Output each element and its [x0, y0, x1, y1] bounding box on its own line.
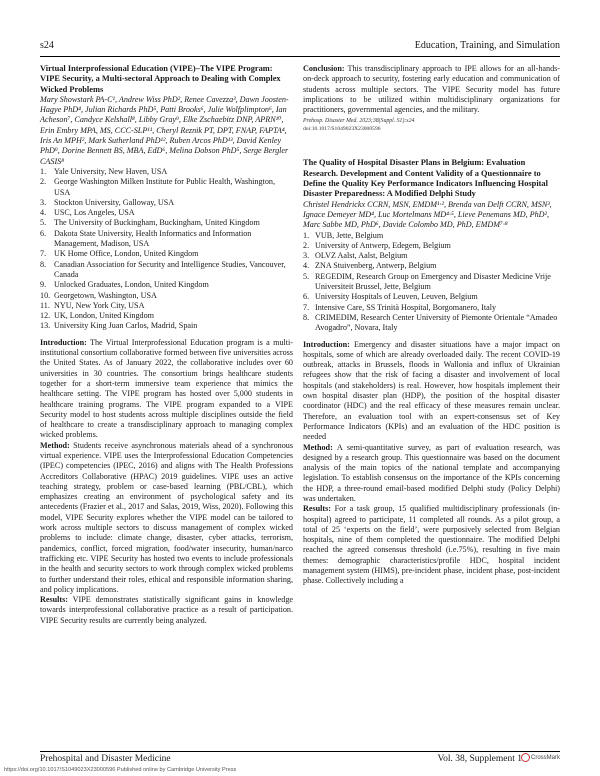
article1-doi[interactable]: doi:10.1017/S1049023X23000596: [303, 126, 381, 133]
affiliation-item: 13. University King Juan Carlos, Madrid, Spain: [40, 321, 198, 331]
article2-affiliations: [303, 231, 560, 334]
article1-authors: Mary Showstark PA-C¹, Andrew Wiss PhD², Renee Cavezza³, Dawn Joosten-Hagye PhD⁴, Julian Richards PhD⁵, Patti Brooks⁶, Julie Wolfplimpton⁶, Ian Acheson⁷, Candyce Kelshall⁸, Libby Gray⁹, Elke Zschaebitz DNP, APRN¹⁰, Erin Embry MPA, MS, CCC-SLP¹¹, Cheryl Reznik PT, DPT, FNAP, FAPTA⁴, Iris An MPH², Mark Sutherland PhD¹², Ruben Arcos PhD¹³, David Kenley PhD⁹, Dorine Bennett BS, MBA, EdD⁶, Melina Dobson PhD⁵, Serge Bergler CASIS⁸: [40, 94, 289, 166]
crossmark-icon: [521, 753, 530, 762]
article1-introduction: Introduction: The Virtual Interprofessional Education program is a multi-institutional consortium collaborative formed between five universities across the United States. As of January 2022, the collaborative includes over 60 universities in 30 countries. The consortium brings healthcare students together for a short-term immersive team experience that mimics the healthcare setting. The VIPE program has hosted over 5,000 students in healthcare training programs. The VIPE program expanded to a VIPE Security model to host students across multiple disciplines outside the field of healthcare to create a transdisciplinary approach to managing complex wicked problems.: [40, 337, 293, 440]
article1-method: Method: Students receive asynchronous materials ahead of a synchronous virtual experience. VIPE uses the Interprofessional Education Competencies (IPEC) competencies (IPEC, 2016) and aligns with The Health Professions Accreditors Collaborative (HPAC) 2019 guidelines. VIPE uses an active teaching strategy, problem or case-based learning (PBL/CBL), which emphasizes creating an environment of psychological safety and its antecedents (Frazier et al., 2017 and Salas, 2019, Wiss, 2020). Following this model, VIPE Security explores whether the VIPE model can be tailored to work across multiple sectors to discuss management of complex wicked problems to include: climate change, disaster, cyber attacks, terrorism, pandemics, conflict, forced migration, food/water insecurity, human/narco trafficking etc. VIPE Security has hosted two events to include professionals in the health and security sectors to work through complex wicked problems to further understand their roles, ethical and responsible information sharing, and policy implications.: [40, 440, 293, 594]
affiliation-item: 7. Intensive Care, SS Trinità Hospital, Borgomanero, Italy: [303, 302, 497, 312]
header-rule: [40, 56, 560, 57]
article2-results: Results: For a task group, 15 qualified multidisciplinary professionals (in-hospital) agreed to participate, 11 completed all rounds. As a pilot group, a total of 25 ‘experts on the field’, were purposively selected from Belgian hospitals, nine of them completed the questionnaire. The modified Delphi reached the agreed consensus threshold (i.e.75%), resulting in five main themes: demographic characteristics/profile HDC, hospital incident management system (HIMS), pre-incident phase, incident phase, post-incident phase. Collectively including a: [303, 504, 560, 586]
article2-introduction: Introduction: Emergency and disaster situations have a major impact on hospitals, some of which are already overloaded daily. The recent COVID-19 outbreak, attacks in Brussels, floods in Wallonia and influx of Ukrainian refugees show that the risk of facing a disaster and involvement of local hospitals (and stakeholders) is real. However, how hospitals implement their own hospital disaster plan (HDP), the position of the hospital disaster coordinator (HDC) and the real efficacy of these measures remain unclear. Therefore, an evaluation tool with an expert-consensus set of Key Performance Indicators (KPIs) and an evaluation of the HDC position is needed: [303, 339, 560, 442]
affiliation-item: 7. UK Home Office, London, United Kingdom: [40, 249, 199, 259]
article1-conclusion: Conclusion: This transdisciplinary approach to IPE allows for an all-hands-on-deck approach to security, fostering early education and communication of students across multiple sectors. The VIPE Security model has future implications to be utilized within multidisciplinary organizations for practitioners, governmental agencies, and the military.: [303, 64, 560, 115]
affiliation-item: 6. Dakota State University, Health Informatics and Information Management, Madison, USA: [40, 228, 252, 249]
affiliation-item: 1. VUB, Jette, Belgium: [303, 230, 384, 240]
affiliation-item: 11. NYU, New York City, USA: [40, 300, 145, 310]
affiliation-item: 4. USC, Los Angeles, USA: [40, 208, 135, 218]
affiliation-item: 12. UK, London, United Kingdom: [40, 311, 154, 321]
crossmark-badge[interactable]: CrossMark: [521, 753, 560, 763]
footer-journal-name: Prehospital and Disaster Medicine: [40, 754, 171, 764]
affiliation-item: 9. Unlocked Graduates, London, United Kingdom: [40, 280, 209, 290]
running-header: [40, 40, 560, 54]
affiliation-item: 3. Stockton University, Galloway, USA: [40, 197, 175, 207]
affiliation-item: 1. Yale University, New Haven, USA: [40, 166, 168, 176]
affiliation-item: 2. George Washington Milken Institute for Public Health, Washington, USA: [40, 177, 275, 197]
page-number: s24: [40, 40, 54, 51]
article2-title: The Quality of Hospital Disaster Plans in Belgium: Evaluation Research. Development and Content Validity of a Questionnaire to Define the Quality Key Performance Indicators Influencing Hospital Disaster Preparedness: A Modified Delphi Study: [303, 158, 548, 199]
footer-volume: Vol. 38, Supplement 1: [437, 754, 522, 764]
affiliation-item: 5. The University of Buckingham, Buckingham, United Kingdom: [40, 218, 260, 228]
article1-results: Results: VIPE demonstrates statistically significant gains in knowledge towards interprofessional collaborative practice as a result of participation. VIPE Security results are currently being analyzed.: [40, 595, 293, 625]
affiliation-item: 4. ZNA Stuivenberg, Antwerp, Belgium: [303, 261, 437, 271]
journal-section-title: Education, Training, and Simulation: [414, 40, 560, 51]
footer-rule: [40, 751, 560, 752]
article1-citation: Prehosp. Disaster Med. 2023;38(Suppl. S1):s24: [303, 118, 415, 125]
page-footer: [40, 754, 560, 766]
bottom-doi-link[interactable]: https://doi.org/10.1017/S1049023X23000596 Published online by Cambridge University Press: [4, 767, 237, 773]
affiliation-item: 8. Canadian Association for Security and Intelligence Studies, Vancouver, Canada: [40, 259, 286, 279]
affiliation-item: 3. OLVZ Aalst, Aalst, Belgium: [303, 251, 408, 261]
affiliation-item: 6. University Hospitals of Leuven, Leuven, Belgium: [303, 292, 478, 302]
article1-affiliations: [40, 167, 293, 332]
right-column: [303, 64, 560, 587]
bottom-doi-bar: [0, 766, 600, 776]
article2-method: Method: A semi-quantitative survey, as part of evaluation research, was designed by a research group. This questionnaire was based on the document analysis of the main topics of the national template and accompanying legislation. To establish consensus on the importance of the KPIs concerning the HDP, a three-round email-based modified Delphi study (Policy Delphi) was undertaken.: [303, 442, 560, 503]
article2-authors: Christel Hendrickx CCRN, MSN, EMDM¹·², Brenda van Delft CCRN, MSN³, Ignace Demeyer MD⁴, Luc Mortelmans MD⁴·⁵, Lieve Penemans MD, PhD², Marc Sabbe MD, PhD⁶, Davide Colombo MD, PhD, EMDM⁷·⁸: [303, 199, 552, 230]
affiliation-item: 2. University of Antwerp, Edegem, Belgium: [303, 240, 451, 250]
article1-title: Virtual Interprofessional Education (VIPE)–The VIPE Program: VIPE Security, a Multi-sectoral Approach to Dealing with Complex Wicked Problems: [40, 64, 281, 94]
left-column: [40, 64, 293, 626]
affiliation-item: 10. Georgetown, Washington, USA: [40, 290, 157, 300]
affiliation-item: 8. CRIMEDIM, Research Center University of Piemonte Orientale “Amadeo Avogadro”, Novara, Italy: [303, 312, 558, 333]
affiliation-item: 5. REGEDIM, Research Group on Emergency and Disaster Medicine Vrije Universiteit Brussel, Jette, Belgium: [303, 271, 551, 292]
